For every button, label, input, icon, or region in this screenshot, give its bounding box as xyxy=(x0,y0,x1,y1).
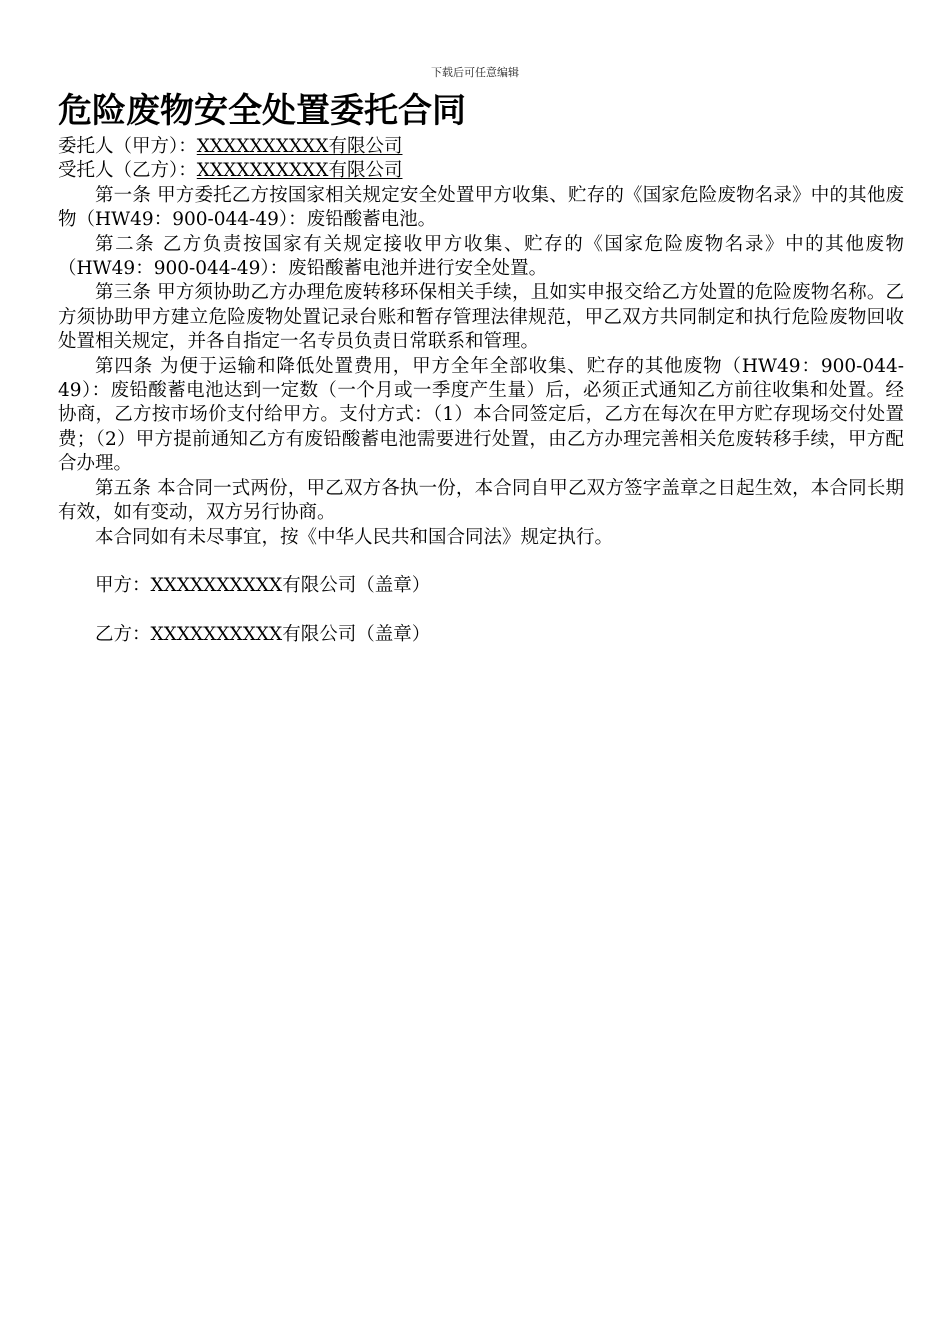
party-b-name: XXXXXXXXXX有限公司 xyxy=(196,160,403,182)
contract-title: 危险废物安全处置委托合同 xyxy=(58,91,466,131)
party-b-line xyxy=(58,159,904,183)
closing-clause: 本合同如有未尽事宜，按《中华人民共和国合同法》规定执行。 xyxy=(95,526,614,548)
article-4: 第四条 为便于运输和降低处置费用，甲方全年全部收集、贮存的其他废物（HW49：900-044-49）：废铅酸蓄电池达到一定数（一个月或一季度产生量）后，必须正式通知乙方前往收集和处置。经协商，乙方按市场价支付给甲方。支付方式：（1）本合同签定后，乙方在每次在甲方贮存现场交付处置费；（2）甲方提前通知乙方有废铅酸蓄电池需要进行处置，由乙方办理完善相关危废转移手续，甲方配合办理。 xyxy=(58,355,904,475)
party-a-name: XXXXXXXXXX有限公司 xyxy=(196,136,403,157)
header-note: 下载后可任意编辑 xyxy=(431,66,519,79)
article-1: 第一条 甲方委托乙方按国家相关规定安全处置甲方收集、贮存的《国家危险废物名录》中的其他废物（HW49：900-044-49）：废铅酸蓄电池。 xyxy=(58,184,904,231)
article-3: 第三条 甲方须协助乙方办理危废转移环保相关手续，且如实申报交给乙方处置的危险废物名称。乙方须协助甲方建立危险废物处置记录台账和暂存管理法律规范，甲乙双方共同制定和执行危险废物回收处置相关规定，并各自指定一名专员负责日常联系和管理。 xyxy=(58,282,904,353)
article-5: 第五条 本合同一式两份，甲乙双方各执一份，本合同自甲乙双方签字盖章之日起生效，本合同长期有效，如有变动，双方另行协商。 xyxy=(58,477,904,524)
spacer xyxy=(58,599,904,623)
party-a-line xyxy=(58,135,904,159)
spacer xyxy=(58,550,904,574)
signature-party-a: 甲方：XXXXXXXXXX有限公司（盖章） xyxy=(95,575,431,597)
party-b-label: 受托人（乙方）： xyxy=(58,160,197,182)
contract-body xyxy=(58,135,904,648)
signature-party-b: 乙方：XXXXXXXXXX有限公司（盖章） xyxy=(95,624,431,646)
party-a-label: 委托人（甲方）： xyxy=(58,136,197,157)
article-2: 第二条 乙方负责按国家有关规定接收甲方收集、贮存的《国家危险废物名录》中的其他废物（HW49：900-044-49）：废铅酸蓄电池并进行安全处置。 xyxy=(58,233,904,280)
